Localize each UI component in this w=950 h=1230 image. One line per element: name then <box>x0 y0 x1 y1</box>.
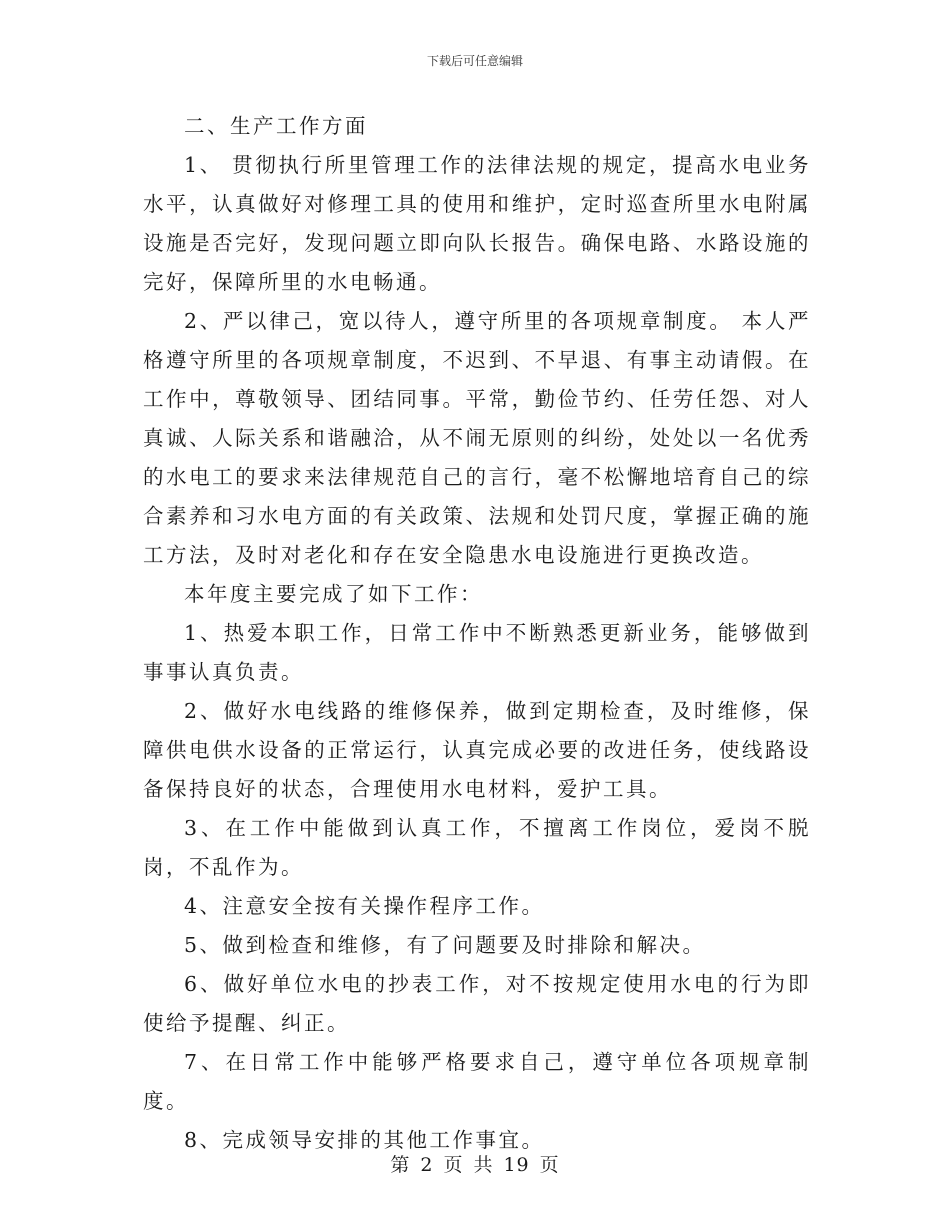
list-item: 6、做好单位水电的抄表工作，对不按规定使用水电的行为即使给予提醒、纠正。 <box>143 972 811 1035</box>
list-item: 4、注意安全按有关操作程序工作。 <box>184 894 545 918</box>
footer-label-prefix: 第 <box>390 1154 411 1176</box>
page-number-footer <box>0 1153 950 1177</box>
paragraph: 2、严以律己，宽以待人，遵守所里的各项规章制度。 本人严格遵守所里的各项规章制度，不迟到、不早退、有事主动请假。在工作中，尊敬领导、团结同事。平常，勤俭节约、任劳任怨、对人真诚、人际关系和谐融洽，从不闹无原则的纠纷，处处以一名优秀的水电工的要求来法律规范自己的言行，毫不松懈地培育自己的综合素养和习水电方面的有关政策、法规和处罚尺度，掌握正确的施工方法，及时对老化和存在安全隐患水电设施进行更换改造。 <box>143 309 811 567</box>
section-heading: 二、生产工作方面 <box>184 114 368 138</box>
current-page-number: 2 <box>420 1154 434 1176</box>
list-item: 3、在工作中能做到认真工作，不擅离工作岗位，爱岗不脱岗，不乱作为。 <box>143 816 811 879</box>
footer-label-page: 页 <box>443 1154 464 1176</box>
list-item: 1、热爱本职工作，日常工作中不断熟悉更新业务，能够做到事事认真负责。 <box>143 621 811 684</box>
list-item: 2、做好水电线路的维修保养，做到定期检查，及时维修，保障供电供水设备的正常运行，认真完成必要的改进任务，使线路设备保持良好的状态，合理使用水电材料，爱护工具。 <box>143 699 811 801</box>
document-body <box>143 107 811 1160</box>
subheading: 本年度主要完成了如下工作： <box>184 582 483 606</box>
list-item: 5、做到检查和维修，有了问题要及时排除和解决。 <box>184 933 706 957</box>
header-note: 下载后可任意编辑 <box>426 54 523 68</box>
paragraph: 1、 贯彻执行所里管理工作的法律法规的规定，提高水电业务水平，认真做好对修理工具的使用和维护，定时巡查所里水电附属设施是否完好，发现问题立即向队长报告。确保电路、水路设施的完好，保障所里的水电畅通。 <box>143 153 811 294</box>
footer-label-suffix: 页 <box>539 1154 560 1176</box>
list-item: 7、在日常工作中能够严格要求自己，遵守单位各项规章制度。 <box>143 1050 811 1113</box>
total-pages-number: 19 <box>503 1154 530 1176</box>
footer-label-total: 共 <box>473 1154 494 1176</box>
list-item: 8、完成领导安排的其他工作事宜。 <box>184 1128 545 1152</box>
